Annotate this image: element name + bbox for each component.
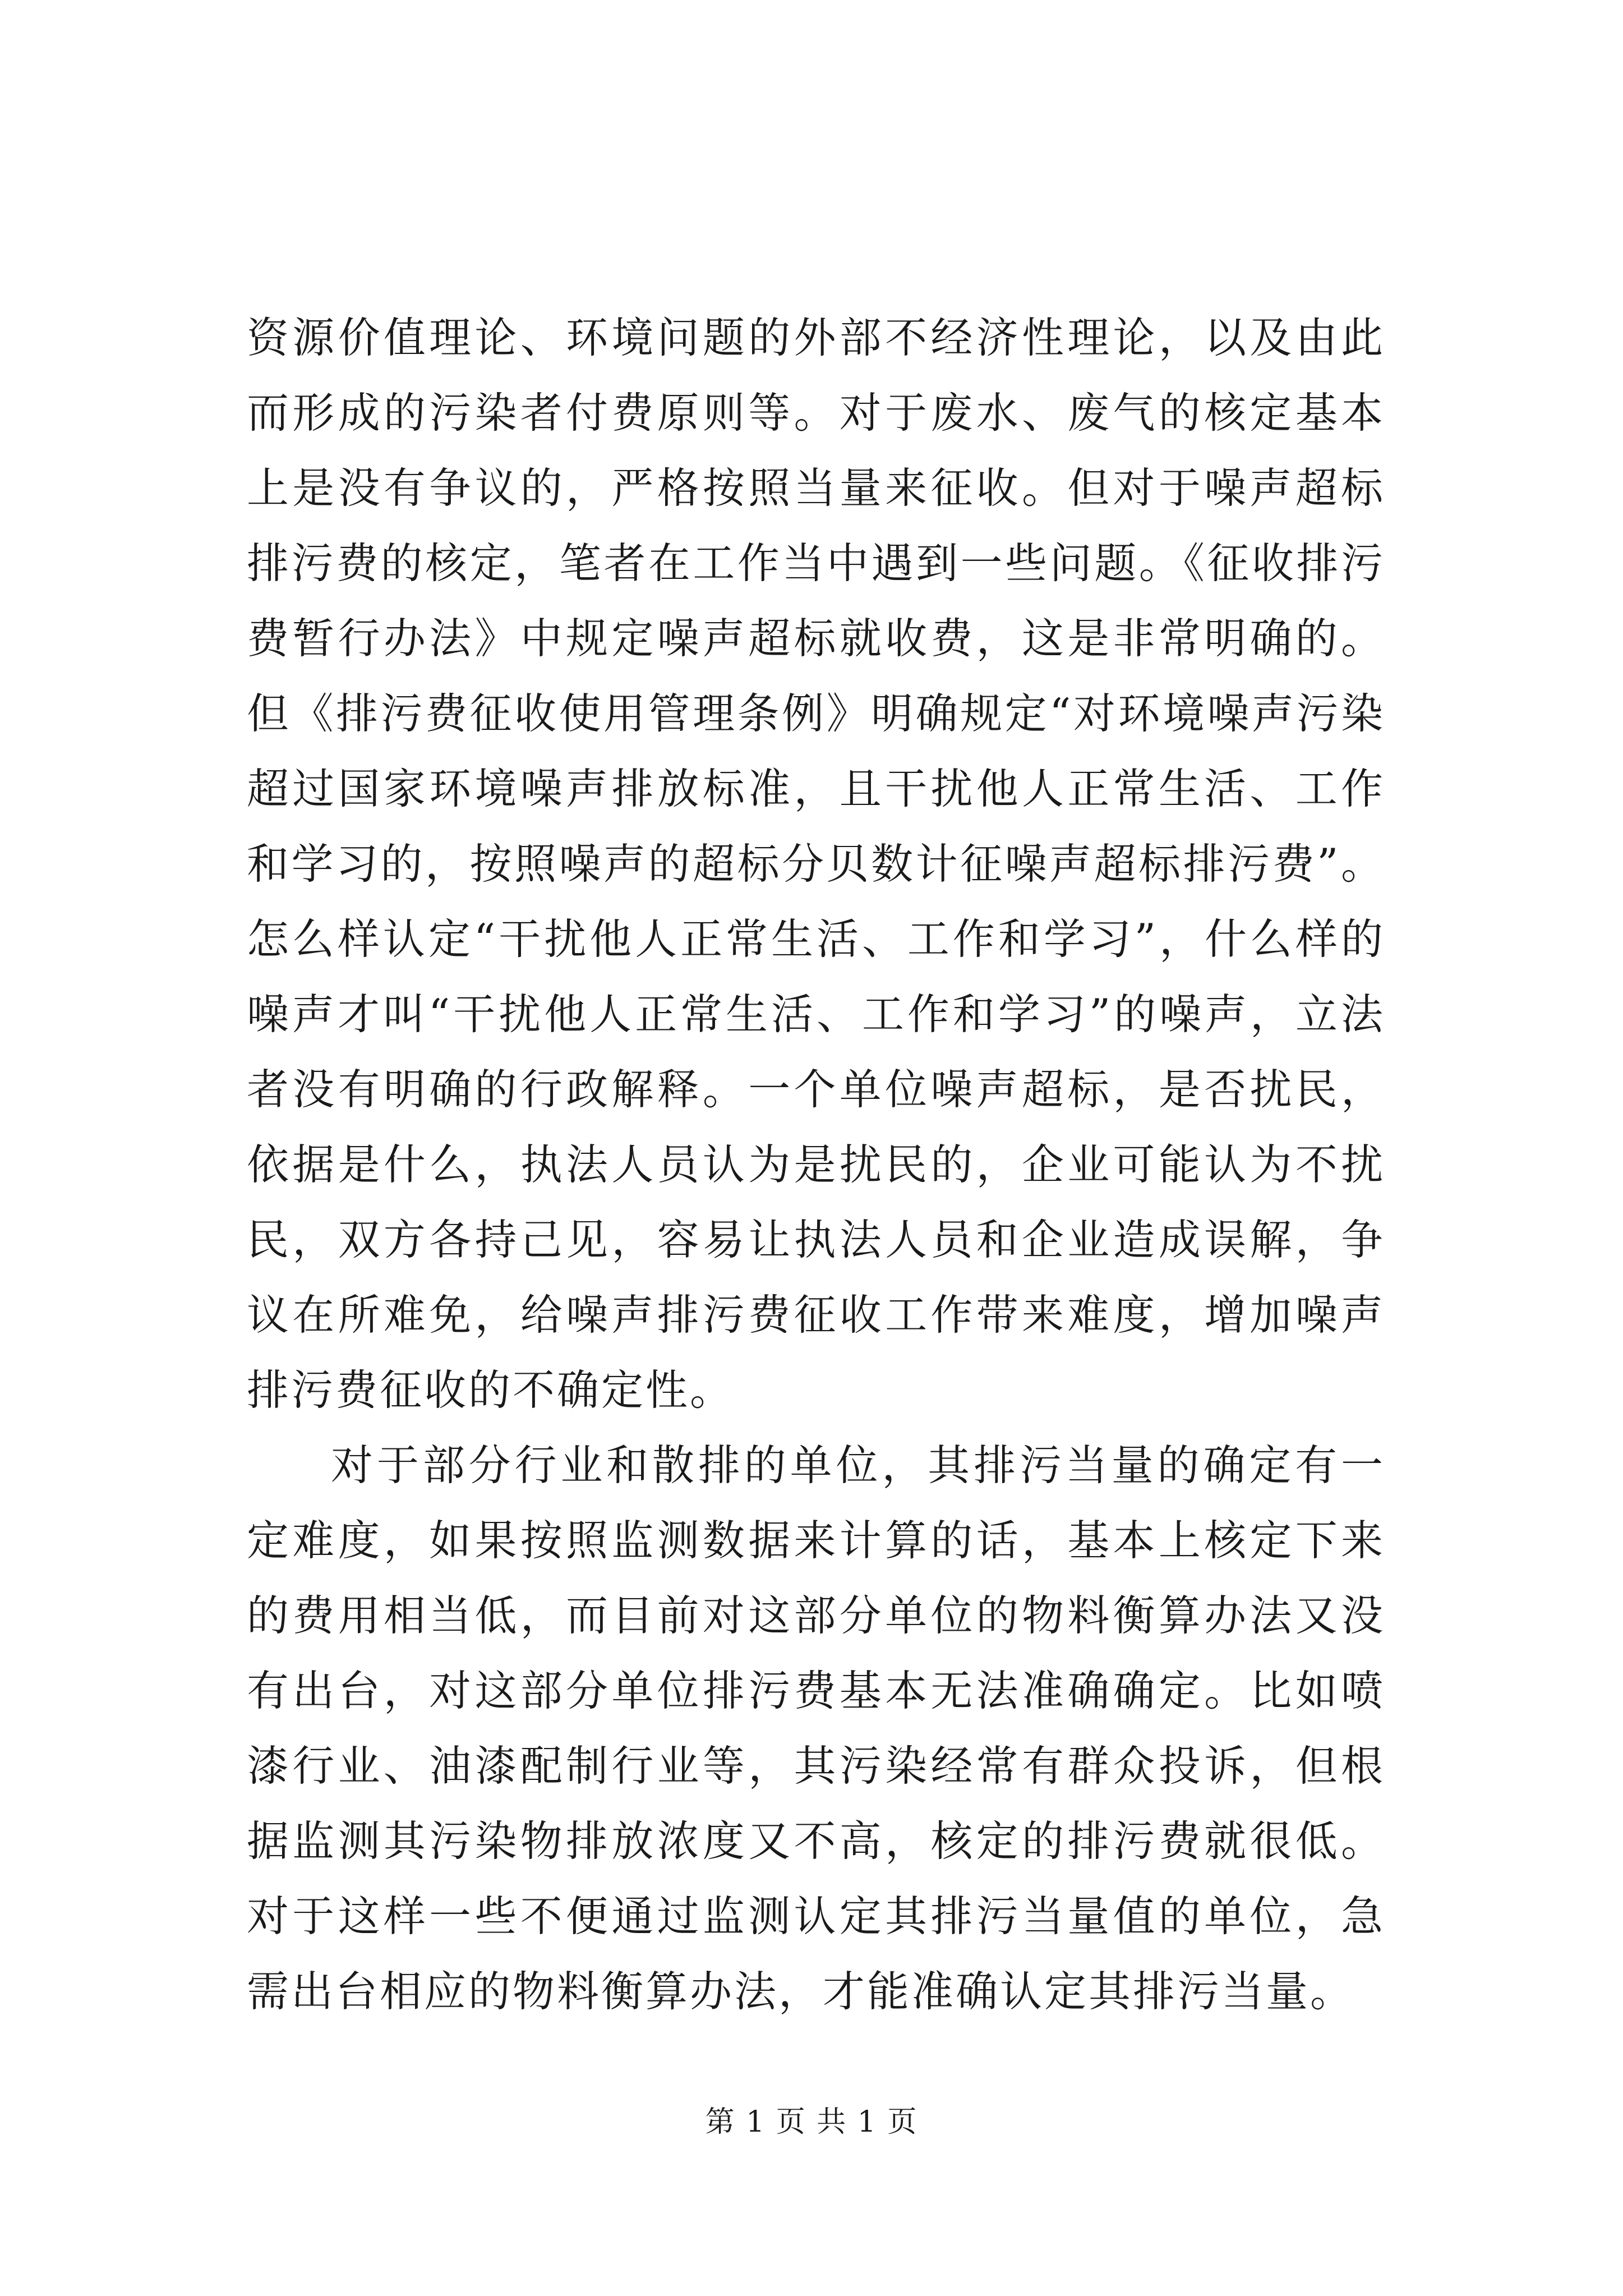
page-number-footer: 第 1 页 共 1 页	[705, 2105, 918, 2139]
document-body	[247, 300, 1385, 2029]
paragraph-2: 对于部分行业和散排的单位，其排污当量的确定有一定难度，如果按照监测数据来计算的话，基本上核定下来的费用相当低，而目前对这部分单位的物料衡算办法又没有出台，对这部分单位排污费基本无法准确确定。比如喷漆行业、油漆配制行业等，其污染经常有群众投诉，但根据监测其污染物排放浓度又不高，核定的排污费就很低。对于这样一些不便通过监测认定其排污当量值的单位，急需出台相应的物料衡算办法，才能准确认定其排污当量。	[247, 1441, 1385, 2016]
paragraph-1: 资源价值理论、环境问题的外部不经济性理论，以及由此而形成的污染者付费原则等。对于废水、废气的核定基本上是没有争议的，严格按照当量来征收。但对于噪声超标排污费的核定，笔者在工作当中遇到一些问题。《征收排污费暂行办法》中规定噪声超标就收费，这是非常明确的。但《排污费征收使用管理条例》明确规定“对环境噪声污染超过国家环境噪声排放标准，且干扰他人正常生活、工作和学习的，按照噪声的超标分贝数计征噪声超标排污费”。怎么样认定“干扰他人正常生活、工作和学习”，什么样的噪声才叫“干扰他人正常生活、工作和学习”的噪声，立法者没有明确的行政解释。一个单位噪声超标，是否扰民，依据是什么，执法人员认为是扰民的，企业可能认为不扰民，双方各持己见，容易让执法人员和企业造成误解，争议在所难免，给噪声排污费征收工作带来难度，增加噪声排污费征收的不确定性。	[247, 313, 1385, 1415]
